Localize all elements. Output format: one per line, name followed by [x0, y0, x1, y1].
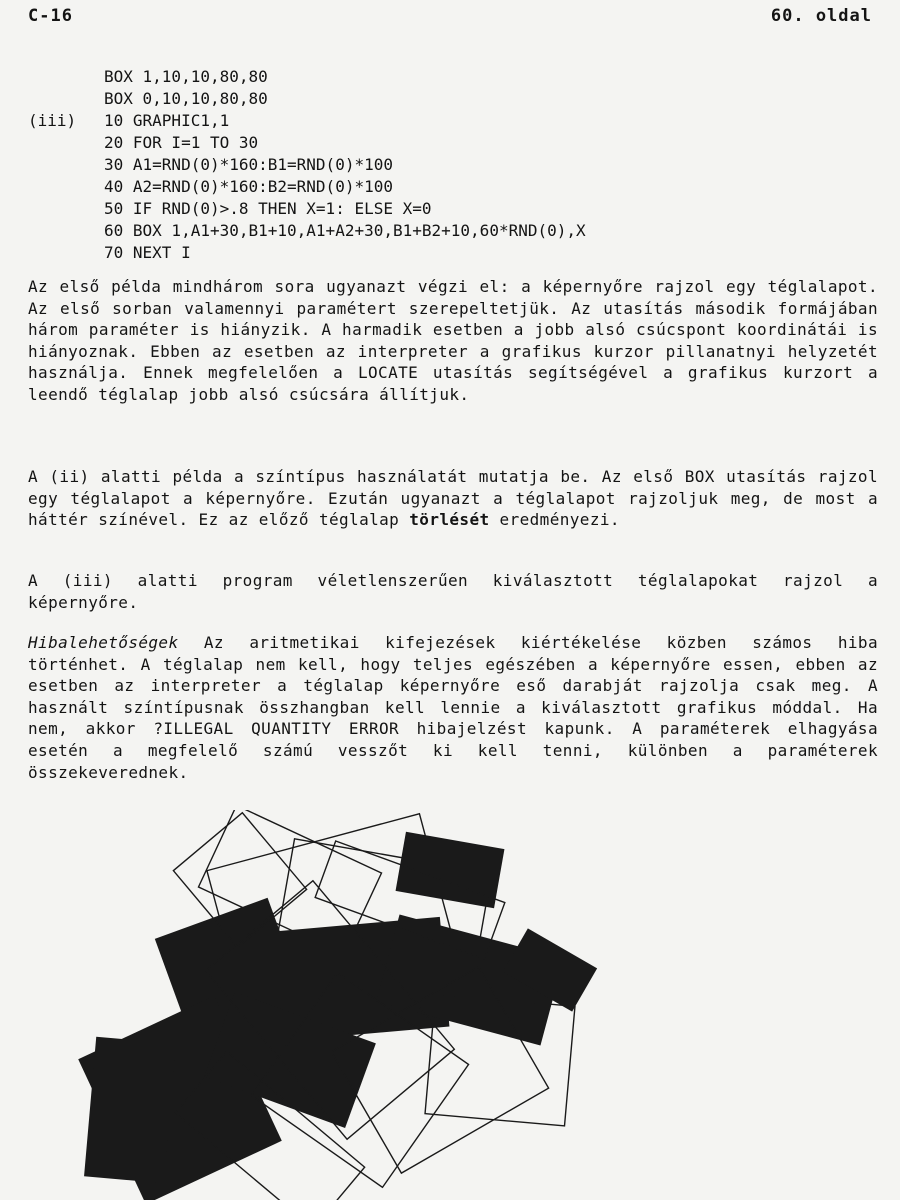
code-line [28, 198, 848, 220]
code-line [28, 66, 848, 88]
code-label [28, 88, 104, 110]
code-listing [28, 66, 848, 264]
paragraph-box-examples: Az első példa mindhárom sora ugyanazt végzi el: a képernyőre rajzol egy téglalapot. Az első sorban valamennyi paramétert szerepeltetjük. Az utasítás második formájában három paraméter is hiányzik. A harmadik esetben a jobb alsó csúcspont koordinátái is hiányoznak. Ebben az esetben az interpreter a grafikus kurzor pillanatnyi helyzetét használja. Ennek megfelelően a LOCATE utasítás segítségével a grafikus kurzort a leendő téglalap jobb alsó csúcsára állítjuk. [28, 277, 878, 404]
section-lead: Hibalehetőségek [28, 633, 179, 652]
page-number: 60. oldal [770, 6, 872, 26]
code-statement: 50 IF RND(0)>.8 THEN X=1: ELSE X=0 [104, 199, 432, 218]
filled-box [84, 1037, 176, 1183]
code-line [28, 88, 848, 110]
code-line [28, 220, 848, 242]
code-statement: 10 GRAPHIC1,1 [104, 111, 230, 130]
code-label [28, 242, 104, 264]
paragraph-random-program: A (iii) alatti program véletlenszerűen kiválasztott téglalapokat rajzol a képernyőre. [28, 571, 878, 612]
paragraph-color-type [28, 466, 878, 531]
code-line [28, 154, 848, 176]
emphasis-word: törlését [409, 510, 490, 530]
paragraph-text: Az aritmetikai kifejezések kiértékelése közben számos hiba történhet. A téglalap nem kell, hogy teljes egészében a képernyőre essen, ebben az esetben az interpreter a téglalap képernyőre eső darabját rajzolja csak meg. A használt színtípusnak összhangban kell lennie a kiválasztott grafikus móddal. Ha nem, akkor ?ILLEGAL QUANTITY ERROR hibajelzést kapunk. A paraméterek elhagyása esetén a megfelelő számú vesszőt ki kell tenni, különben a paraméterek összekeverednek. [28, 633, 878, 782]
code-label [28, 176, 104, 198]
paragraph-errors [28, 632, 878, 783]
paragraph-text: A (ii) alatti példa a színtípus használatát mutatja be. Az első BOX utasítás rajzol egy téglalapot a képernyőre. Ezután ugyanazt a téglalapot rajzoljuk meg, de most a háttér színével. Ez az előző téglalap [28, 467, 878, 530]
code-statement: 70 NEXT I [104, 243, 191, 262]
code-statement: BOX 0,10,10,80,80 [104, 89, 268, 108]
paragraph-text: eredményezi. [489, 510, 620, 530]
code-statement: BOX 1,10,10,80,80 [104, 67, 268, 86]
code-statement: 40 A2=RND(0)*160:B2=RND(0)*100 [104, 177, 393, 196]
code-statement: 60 BOX 1,A1+30,B1+10,A1+A2+30,B1+B2+10,60*RND(0),X [104, 221, 586, 240]
random-boxes-figure [30, 810, 690, 1200]
code-line [28, 132, 848, 154]
chapter-code: C-16 [28, 6, 73, 26]
code-statement: 20 FOR I=1 TO 30 [104, 133, 259, 152]
code-label [28, 154, 104, 176]
code-line [28, 242, 848, 264]
code-line [28, 110, 848, 132]
code-label [28, 66, 104, 88]
code-statement: 30 A1=RND(0)*160:B1=RND(0)*100 [104, 155, 393, 174]
code-label [28, 220, 104, 242]
code-label [28, 132, 104, 154]
code-line [28, 176, 848, 198]
code-label: (iii) [28, 111, 77, 130]
code-label [28, 198, 104, 220]
